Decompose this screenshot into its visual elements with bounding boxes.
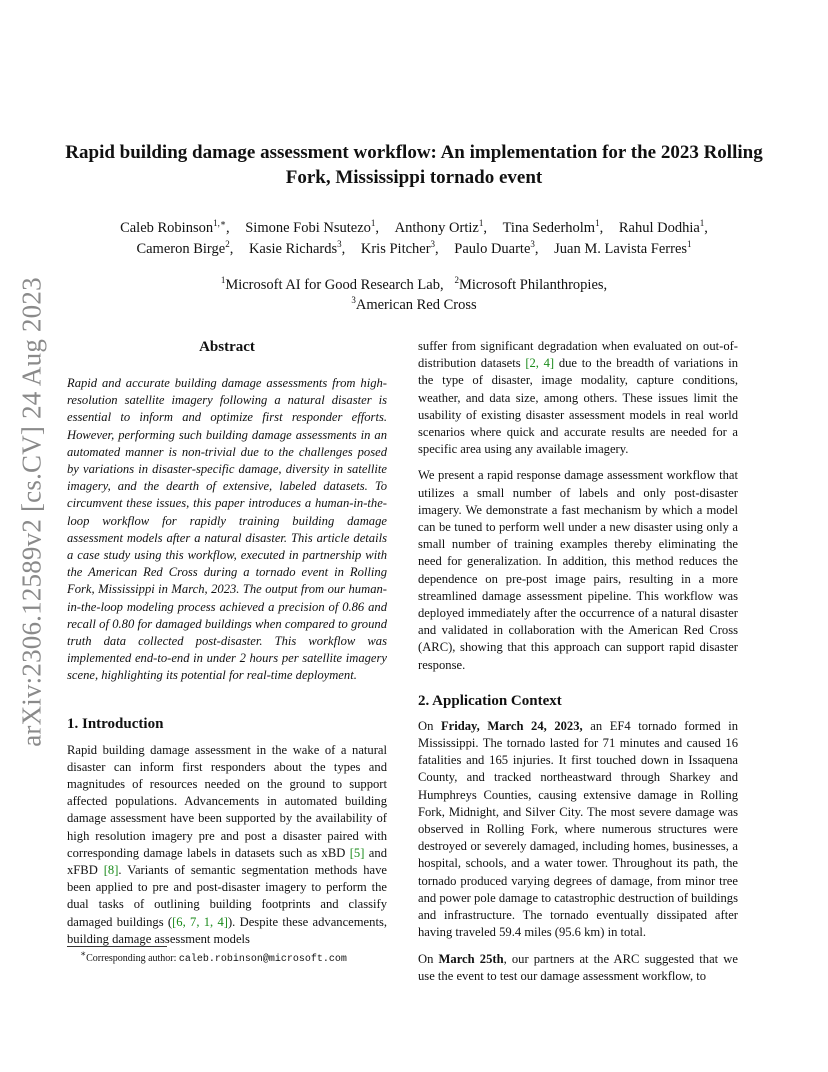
author-name: Tina Sederholm$^1$, — [502, 218, 604, 236]
author-list — [60, 218, 768, 260]
introduction-paragraph-3: We present a rapid response damage assessment workflow that utilizes a small number of labels and only post-disaster imagery. We demonstrate a fast mechanism by which a model can be tuned to perform well under a new disaster using only a small number of training examples thereby eliminating the need for generalization. In addition, this method reduces the dependence on pre-post image pairs, resulting in a more streamlined damage assessment pipeline. This workflow was deployed immediately after the occurrence of a natural disaster and validated in collaboration with the American Red Cross (ARC), showing that this approach can support rapid disaster response. — [418, 468, 738, 672]
affiliation-3: $^3$American Red Cross — [351, 295, 477, 313]
abstract-heading: Abstract — [199, 339, 255, 355]
application-context-heading: 2. Application Context — [418, 692, 562, 709]
author-name: Paulo Duarte$^3$, — [454, 239, 539, 257]
citation-link[interactable]: [5] — [349, 845, 365, 860]
left-column — [67, 338, 387, 957]
citation-link[interactable]: [2, 4] — [525, 356, 555, 371]
arxiv-identifier-text: arXiv:2306.12589v2 [cs.CV] 24 Aug 2023 — [16, 277, 47, 747]
affiliation-2: $^2$Microsoft Philanthropies, — [454, 275, 608, 293]
introduction-paragraph-1: Rapid building damage assessment in the wake of a natural disaster can inform first responders about the types and magnitudes of resources needed on the ground to support affected populations. Advancements in automated building damage assessment have been supported by the availability of high resolution imagery pre and post a disaster paired with corresponding damage labels in datasets such as xBD [5] and xFBD [8]. Variants of semantic segmentation methods have been applied to pre and post-disaster imagery to perform the dual tasks of outlining building footprints and classify damaged buildings ([6, 7, 1, 4]). Despite these advancements, building damage assessment models — [67, 742, 387, 946]
author-name: Cameron Birge$^2$, — [136, 239, 234, 257]
paper-title: Rapid building damage assessment workflow: An implementation for the 2023 Rolling Fork, Mississippi tornado event — [65, 142, 763, 188]
application-context-paragraph-1: On Friday, March 24, 2023, an EF4 tornado formed in Mississippi. The tornado lasted for 71 minutes and caused 16 fatalities and 165 injuries. It first touched down in Issaquena County, and tracked northeastward through Sharkey and Humphreys Counties, causing extensive damage in Rolling Fork, Midnight, and Silver City. The most severe damage was observed in Rolling Fork, where numerous structures were destroyed or severely damaged, including homes, businesses, a hospital, schools, and a water tower. Throughout its path, the tornado produced varying degrees of damage, from minor tree and power pole damage to catastrophic destruction of buildings and infrastructure. The tornado eventually dissipated after having traveled 59.4 miles (95.6 km) in total. — [418, 718, 738, 940]
arxiv-identifier — [6, 262, 58, 762]
abstract-text: Rapid and accurate building damage assessments from high-resolution satellite imagery following a natural disaster is essential to inform and optimize first responder efforts. However, performing such building damage assessments in an automated manner is non-trivial due to the challenges posed by variations in disaster-specific damage, diversity in satellite imagery, and the dearth of extensive, labeled datasets. To circumvent these issues, this paper introduces a human-in-the-loop workflow for rapidly training building damage assessment models after a natural disaster. This article details a case study using this workflow, executed in partnership with the American Red Cross during a tornado event in Rolling Fork, Mississippi in March, 2023. The output from our human-in-the-loop modeling process achieved a precision of 0.86 and recall of 0.80 for damaged buildings when compared to ground truth data collected post-disaster. This workflow was implemented end-to-end in under 2 hours per satellite imagery scene, highlighting its potential for real-time deployment. — [67, 376, 387, 683]
affiliations — [60, 275, 768, 315]
author-name: Kris Pitcher$^3$, — [360, 239, 439, 257]
footnote-divider — [67, 946, 167, 947]
footnote: ∗Corresponding author: caleb.robinson@microsoft.com — [80, 948, 347, 965]
author-name: Kasie Richards$^3$, — [248, 239, 346, 257]
author-name: Rahul Dodhia$^1$, — [618, 218, 708, 236]
citation-link[interactable]: [8] — [103, 863, 119, 878]
corresponding-email[interactable]: caleb.robinson@microsoft.com — [178, 954, 347, 965]
application-context-paragraph-2: On March 25th, our partners at the ARC suggested that we use the event to test our damage assessment workflow, to — [418, 951, 738, 983]
author-name: Anthony Ortiz$^1$, — [394, 218, 487, 236]
author-name: Simone Fobi Nsutezo$^1$, — [245, 218, 380, 236]
citation-link[interactable]: [6, 7, 1, 4] — [172, 914, 228, 929]
affiliation-1: $^1$Microsoft AI for Good Research Lab, — [220, 275, 444, 293]
author-name: Juan M. Lavista Ferres$^1$ — [554, 239, 692, 257]
right-column — [418, 338, 738, 994]
introduction-heading: 1. Introduction — [67, 715, 164, 732]
author-name: Caleb Robinson$^{1,∗}$, — [120, 218, 230, 236]
introduction-paragraph-2: suffer from significant degradation when evaluated on out-of-distribution datasets [2, 4] due to the breadth of variations in the type of disaster, image modality, capture conditions, weather, and data size, among others. These issues limit the usability of existing disaster assessment models in real world scenarios where quick and accurate results are needed for a specific area using any available imagery. — [418, 339, 738, 457]
